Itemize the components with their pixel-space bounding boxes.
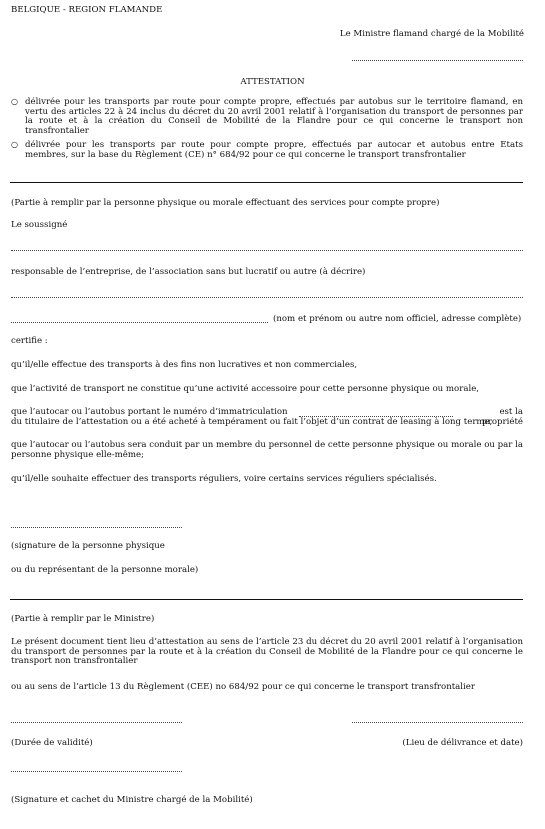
minister-signature-label: (Signature et cachet du Ministre chargé de la Mobilité) <box>11 795 253 805</box>
authority-heading: Le Ministre flamand chargé de la Mobilité <box>339 29 524 39</box>
section-divider-1 <box>10 182 523 183</box>
certify-clause-3a: que l’autocar ou l’autobus portant le numéro d’immatriculation <box>11 407 288 417</box>
organization-line[interactable] <box>11 297 523 298</box>
authority-name-line[interactable] <box>352 60 523 61</box>
certify-clause-3c: du titulaire de l’attestation ou a été acheté à tempérament ou fait l’objet d’un contrat de leasing à long terme, <box>11 417 493 427</box>
name-address-line[interactable] <box>11 322 268 323</box>
certify-clause-5: qu’il/elle souhaite effectuer des transports réguliers, voire certains services réguliers spécialisés. <box>11 474 437 484</box>
place-date-label: (Lieu de délivrance et date) <box>402 738 523 748</box>
minister-signature-line[interactable] <box>11 771 182 772</box>
certify-clause-4: que l’autocar ou l’autobus sera conduit par un membre du personnel de cette personne physique ou morale ou par la personne physique elle-même; <box>11 440 523 460</box>
bullet-text-1: délivrée pour les transports par route pour compte propre, effectués par autobus sur le territoire flamand, en vertu des articles 22 à 24 inclus du décret du 20 avril 2001 relatif à l’organisation du transport de personnes par la route et à la création du Conseil de Mobilité de la Flandre pour ce qui concerne le transport non transfrontalier <box>25 97 523 136</box>
ministry-paragraph-2: ou au sens de l’article 13 du Règlement (CEE) no 684/92 pour ce qui concerne le transport transfrontalier <box>11 682 475 692</box>
bullet-text-2: délivrée pour les transports par route pour compte propre, effectués par autocar et autobus entre Etats membres, sur la base du Règlement (CE) n° 684/92 pour ce qui concerne le transport transfrontalier <box>25 140 523 160</box>
signature-line-1[interactable] <box>11 527 182 528</box>
section2-intro: (Partie à remplir par le Ministre) <box>11 614 155 624</box>
checkbox-bullet-2[interactable]: ○ <box>11 140 18 149</box>
document-title: ATTESTATION <box>240 77 305 87</box>
name-address-note: (nom et prénom ou autre nom officiel, adresse complète) <box>273 314 522 324</box>
validity-line[interactable] <box>11 722 182 723</box>
country-heading: BELGIQUE - REGION FLAMANDE <box>11 5 163 15</box>
validity-label: (Durée de validité) <box>11 738 93 748</box>
signature-label-1: (signature de la personne physique <box>11 541 165 551</box>
checkbox-bullet-1[interactable]: ○ <box>11 97 18 106</box>
certify-clause-2: que l’activité de transport ne constitue qu’une activité accessoire pour cette personne physique ou morale, <box>11 384 480 394</box>
certify-clause-1: qu’il/elle effectue des transports à des fins non lucratives et non commerciales, <box>11 360 358 370</box>
certify-clause-3b: est la propriété <box>482 407 523 427</box>
ministry-paragraph-1: Le présent document tient lieu d’attestation au sens de l’article 23 du décret du 20 avril 2001 relatif à l’organisation du transport de personnes par la route et à la création du Conseil de Mobilité de la Flandre pour ce qui concerne le transport non transfrontalier <box>11 637 523 667</box>
section1-intro: (Partie à remplir par la personne physique ou morale effectuant des services pour compte propre) <box>11 198 440 208</box>
place-date-line[interactable] <box>352 722 523 723</box>
signature-label-2: ou du représentant de la personne morale) <box>11 565 199 575</box>
section-divider-2 <box>10 599 523 600</box>
certify-label: certifie : <box>11 336 48 346</box>
undersigned-label: Le soussigné <box>11 220 68 230</box>
responsible-label: responsable de l’entreprise, de l’association sans but lucratif ou autre (à décrire) <box>11 267 366 277</box>
undersigned-line[interactable] <box>11 250 523 251</box>
